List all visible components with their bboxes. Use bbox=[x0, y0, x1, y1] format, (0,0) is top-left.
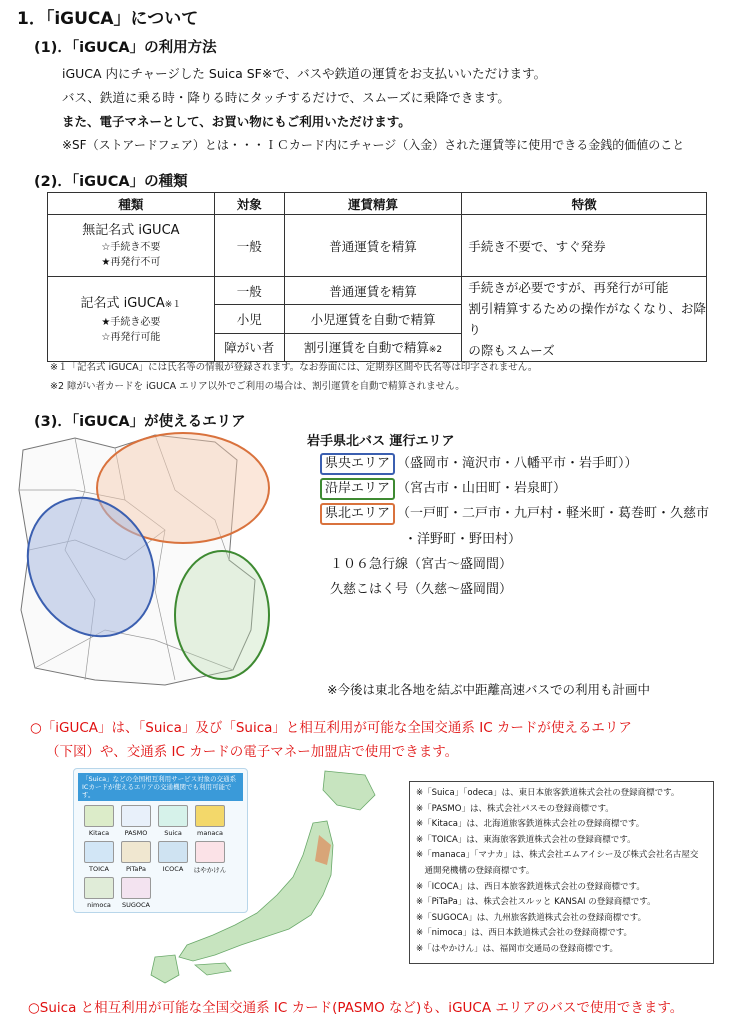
type-name: 記名式 iGUCA bbox=[80, 295, 165, 311]
north-area-tag: 県北エリア bbox=[320, 503, 395, 525]
iwate-map bbox=[15, 430, 305, 695]
types-heading: (2)．「iGUCA」の種類 bbox=[34, 174, 188, 190]
honshu-shape bbox=[179, 821, 333, 961]
future-plan-note: ※今後は東北各地を結ぶ中距離高速バスでの利用も計画中 bbox=[327, 682, 650, 697]
japan-ic-map bbox=[75, 765, 405, 985]
table-note: ※2 障がい者カードを iGUCA エリア以外でご利用の場合は、割引運賃を自動で精算されません。 bbox=[50, 381, 465, 392]
fare-text: 割引運賃を自動で精算 bbox=[303, 340, 429, 356]
area-central bbox=[320, 452, 638, 475]
table-note: ※１「記名式 iGUCA」には氏名等の情報が登録されます。なお券面には、定期券区間や氏名等は印字されません。 bbox=[50, 362, 538, 373]
fare-cell bbox=[284, 333, 462, 361]
area-text-continued: ・洋野町・野田村） bbox=[404, 532, 522, 547]
type-name-note-mark: ※１ bbox=[164, 299, 182, 310]
table-header: 対象 bbox=[214, 193, 284, 215]
trademark-line: ※「SUGOCA」は、九州旅客鉄道株式会社の登録商標です。 bbox=[416, 912, 647, 923]
area-coastal bbox=[320, 477, 566, 500]
table-header: 特徴 bbox=[462, 193, 707, 215]
feature-line: 割引精算するための操作がなくなり、お降り bbox=[468, 301, 706, 337]
fare-cell: 小児運賃を自動で精算 bbox=[284, 305, 462, 333]
area-text: （宮古市・山田町・岩泉町） bbox=[397, 481, 567, 496]
trademark-line: ※「Suica」「odeca」は、東日本旅客鉄道株式会社の登録商標です。 bbox=[416, 788, 680, 798]
usage-line: iGUCA 内にチャージした Suica SF※で、バスや鉄道の運賃をお支払いいただけます。 bbox=[62, 66, 547, 81]
nationwide-text: ○「iGUCA」は、「Suica」及び「Suica」と相互利用が可能な全国交通系 IC カードが使えるエリア bbox=[30, 720, 632, 736]
card-label: Suica bbox=[164, 829, 182, 837]
card-label: はやかけん bbox=[193, 866, 227, 874]
express-route: １０６急行線（宮古～盛岡間） bbox=[330, 557, 513, 572]
type-note: ☆手続き不要 bbox=[101, 241, 161, 253]
trademark-line: ※「TOICA」は、東海旅客鉄道株式会社の登録商標です。 bbox=[416, 834, 636, 845]
bottom-note: ○Suica と相互利用が可能な全国交通系 IC カード(PASMO など)も、iGUCA エリアのバスで使用できます。 bbox=[28, 1000, 684, 1016]
coastal-area-tag: 沿岸エリア bbox=[320, 478, 395, 500]
card-types-table bbox=[47, 192, 707, 362]
hokkaido-shape bbox=[323, 771, 375, 810]
target-cell: 一般 bbox=[214, 277, 284, 305]
trademark-line: ※「nimoca」は、西日本鉄道株式会社の登録商標です。 bbox=[416, 928, 633, 939]
sf-note: ※SF（ストアードフェア）とは・・・ＩＣカード内にチャージ（入金）された運賃等に使用できる金銭的価値のこと bbox=[62, 138, 685, 152]
type-note: ☆再発行可能 bbox=[101, 331, 161, 343]
card-label: ICOCA bbox=[162, 865, 184, 873]
usage-heading: (1)．「iGUCA」の利用方法 bbox=[34, 40, 217, 56]
card-label: manaca bbox=[197, 829, 223, 837]
trademark-line: ※「はやかけん」は、福岡市交通局の登録商標です。 bbox=[416, 943, 618, 954]
central-area-tag: 県央エリア bbox=[320, 453, 395, 475]
type-cell-unregistered bbox=[48, 215, 215, 277]
section-title: 1．「iGUCA」について bbox=[17, 9, 199, 29]
card-label: TOICA bbox=[89, 865, 109, 873]
trademark-line: ※「manaca」「マナカ」は、株式会社エムアイシー及び株式会社名古屋交 bbox=[416, 850, 699, 861]
kuji-route: 久慈こはく号（久慈～盛岡間） bbox=[330, 582, 513, 597]
usage-line: バス、鉄道に乗る時・降りる時にタッチするだけで、スムーズに乗降できます。 bbox=[62, 90, 510, 105]
coastal-area-ellipse bbox=[175, 551, 269, 679]
kyushu-shape bbox=[151, 955, 179, 983]
usage-line-bold: また、電子マネーとして、お買い物にもご利用いただけます。 bbox=[62, 114, 411, 129]
type-note: ★手続き必要 bbox=[101, 316, 161, 328]
fare-cell: 普通運賃を精算 bbox=[284, 277, 462, 305]
area-text: （一戸町・二戸市・九戸村・軽米町・葛巻町・久慈市 bbox=[397, 506, 710, 521]
target-cell: 一般 bbox=[214, 215, 284, 277]
fare-note-mark: ※2 bbox=[428, 345, 443, 356]
card-label: PiTaPa bbox=[125, 865, 147, 873]
trademark-line: 通開発機構の登録商標です。 bbox=[416, 865, 535, 876]
nationwide-text: （下図）や、交通系 IC カードの電子マネー加盟店で使用できます。 bbox=[46, 744, 459, 760]
target-cell: 小児 bbox=[214, 305, 284, 333]
feature-cell bbox=[462, 277, 707, 362]
card-label: PASMO bbox=[124, 829, 148, 837]
card-label: Kitaca bbox=[88, 829, 110, 837]
type-name: 無記名式 iGUCA bbox=[82, 222, 180, 238]
feature-cell: 手続き不要で、すぐ発券 bbox=[462, 215, 707, 277]
shikoku-shape bbox=[195, 963, 231, 975]
card-label: nimoca bbox=[87, 901, 111, 909]
trademark-line: ※「PASMO」は、株式会社パスモの登録商標です。 bbox=[416, 803, 614, 814]
fare-cell: 普通運賃を精算 bbox=[284, 215, 462, 277]
company-name: 岩手県北バス 運行エリア bbox=[307, 434, 455, 449]
area-north bbox=[320, 502, 709, 525]
ic-card-header: 「Suica」などの全国相互利用サービス対象の交通系ICカードが使えるエリアの交通機関でも利用可能です。 bbox=[78, 773, 243, 801]
type-note: ★再発行不可 bbox=[101, 256, 161, 268]
feature-line: の際もスムーズ bbox=[468, 343, 555, 358]
table-header: 種類 bbox=[48, 193, 215, 215]
table-header: 運賃精算 bbox=[284, 193, 462, 215]
trademark-line: ※「PiTaPa」は、株式会社スルッと KANSAI の登録商標です。 bbox=[416, 897, 656, 908]
card-label: SUGOCA bbox=[121, 901, 151, 909]
area-text: （盛岡市・滝沢市・八幡平市・岩手町）） bbox=[397, 456, 638, 471]
trademark-line: ※「Kitaca」は、北海道旅客鉄道株式会社の登録商標です。 bbox=[416, 819, 645, 830]
feature-line: 手続きが必要ですが、再発行が可能 bbox=[468, 280, 669, 295]
areas-heading: (3)．「iGUCA」が使えるエリア bbox=[34, 414, 246, 430]
trademark-line: ※「ICOCA」は、西日本旅客鉄道株式会社の登録商標です。 bbox=[416, 881, 645, 892]
target-cell: 障がい者 bbox=[214, 333, 284, 361]
trademark-box bbox=[409, 781, 714, 964]
type-cell-registered bbox=[48, 277, 215, 362]
